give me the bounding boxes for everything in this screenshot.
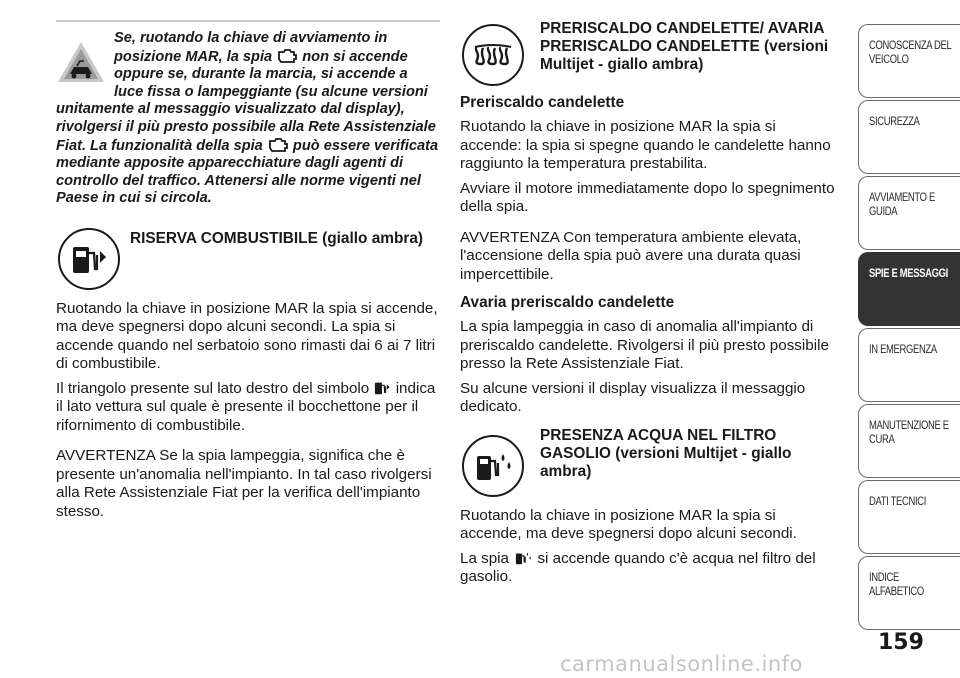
engine-warning-note <box>56 30 440 208</box>
tab-sicurezza[interactable] <box>858 100 960 174</box>
right-column <box>460 14 840 593</box>
chapter-tabs <box>858 0 960 630</box>
glow-plug-p2: Avviare il motore immediatamente dopo lo spegnimento della spia. <box>460 179 835 215</box>
glow-plug-p1: Ruotando la chiave in posizione MAR la spia si accende: la spia si spegne quando le candelette hanno raggiunto la temperatura prestabilita. <box>460 118 831 172</box>
water-filter-heading: PRESENZA ACQUA NEL FILTRO GASOLIO (versioni Multijet - giallo ambra) <box>540 426 792 480</box>
fuel-reserve-p2-after: indica il lato vettura sul quale è presente il bocchettone per il rifornimento di combustibile. <box>56 379 436 434</box>
glow-plug-p4: La spia lampeggia in caso di anomalia all'impianto di preriscaldo candelette. Rivolgersi il più presto possibile presso la Rete Assistenziale Fiat. <box>460 318 829 372</box>
fuel-reserve-p2-before: Il triangolo presente sul lato destro del simbolo <box>56 379 370 397</box>
tab-label: SPIE E MESSAGGI <box>869 268 948 280</box>
water-filter-p1: Ruotando la chiave in posizione MAR la spia si accende, ma deve spegnersi dopo alcuni secondi. <box>460 506 797 542</box>
fuel-reserve-p3: AVVERTENZA Se la spia lampeggia, significa che è presente un'anomalia nell'impianto. In tal caso rivolgersi alla Rete Assistenziale Fiat per la verifica dell'impianto stesso. <box>56 447 432 520</box>
tab-label: CONOSCENZA DEL VEICOLO <box>869 40 952 66</box>
tab-avviamento-e-guida[interactable] <box>858 176 960 250</box>
water-in-fuel-icon <box>513 550 533 566</box>
tab-manutenzione-e-cura[interactable] <box>858 404 960 478</box>
engine-check-icon <box>276 48 298 64</box>
fuel-reserve-section <box>56 228 440 296</box>
glow-plug-subheading-2: Avaria preriscaldo candelette <box>460 294 675 311</box>
water-filter-icon-frame <box>462 435 524 497</box>
glow-plug-subheading-1: Preriscaldo candelette <box>460 94 625 111</box>
fuel-pump-icon <box>69 241 109 277</box>
water-in-fuel-icon <box>473 448 513 484</box>
fuel-pump-icon <box>373 380 391 396</box>
tab-conoscenza-del-veicolo[interactable] <box>858 24 960 98</box>
water-filter-section <box>460 427 840 503</box>
tab-dati-tecnici[interactable] <box>858 480 960 554</box>
fuel-reserve-body <box>56 300 440 522</box>
tab-label: DATI TECNICI <box>869 496 927 508</box>
water-filter-p2 <box>460 550 840 587</box>
fuel-reserve-icon-frame <box>58 228 120 290</box>
tab-label: IN EMERGENZA <box>869 344 937 356</box>
water-filter-body <box>460 507 840 587</box>
glow-plug-icon <box>473 44 513 66</box>
glow-plug-body <box>460 94 840 417</box>
glow-plug-section <box>460 14 840 92</box>
fuel-reserve-p1: Ruotando la chiave in posizione MAR la spia si accende, ma deve spegnersi dopo alcuni secondi. La spia si accende quando nel serbatoio sono rimasti dai 6 ai 7 litri di combustibile. <box>56 299 438 373</box>
tab-indice-alfabetico[interactable] <box>858 556 960 630</box>
warning-text-3: può essere verificata mediante apposite apparecchiature dagli agenti di controllo del traffico. Attenersi alle norme vigenti nel Paese in cui si circola. <box>56 137 439 207</box>
tab-spie-e-messaggi[interactable] <box>858 252 960 326</box>
glow-plug-p5: Su alcune versioni il display visualizza il messaggio dedicato. <box>460 379 806 415</box>
tab-label: AVVIAMENTO E GUIDA <box>869 192 935 218</box>
warning-triangle-icon <box>56 40 106 84</box>
glow-plug-p3: AVVERTENZA Con temperatura ambiente elevata, l'accensione della spia può avere una durata quasi impercettibile. <box>460 228 802 283</box>
water-filter-p2-before: La spia <box>460 549 509 567</box>
watermark: carmanualsonline.info <box>560 652 803 676</box>
warning-text-1: Se, ruotando la chiave di avviamento in posizione MAR, la spia <box>114 30 388 65</box>
left-column <box>56 30 440 527</box>
water-filter-p2-after: si accende quando c'è acqua nel filtro del gasolio. <box>460 549 816 585</box>
page-number: 159 <box>878 630 924 655</box>
tab-label: SICUREZZA <box>869 116 920 128</box>
glow-plug-icon-frame <box>462 24 524 86</box>
tab-label: MANUTENZIONE E CURA <box>869 420 949 446</box>
engine-check-icon <box>267 137 289 153</box>
warning-text-2: non si accende oppure se, durante la marcia, si accende a luce fissa o lampeggiante (su alcune versioni unitamente al messaggio visualizzato dal display), rivolgersi il più presto possibile alla Rete Assistenziale Fiat. La funzionalità della spia <box>56 48 436 154</box>
tab-in-emergenza[interactable] <box>858 328 960 402</box>
tab-label: INDICE ALFABETICO <box>869 572 924 598</box>
fuel-reserve-p2 <box>56 380 440 436</box>
fuel-reserve-heading: RISERVA COMBUSTIBILE (giallo ambra) <box>130 229 424 247</box>
top-rule <box>56 20 440 22</box>
glow-plug-heading: PRERISCALDO CANDELETTE/ AVARIA PRERISCALDO CANDELETTE (versioni Multijet - giallo ambra) <box>540 20 829 73</box>
